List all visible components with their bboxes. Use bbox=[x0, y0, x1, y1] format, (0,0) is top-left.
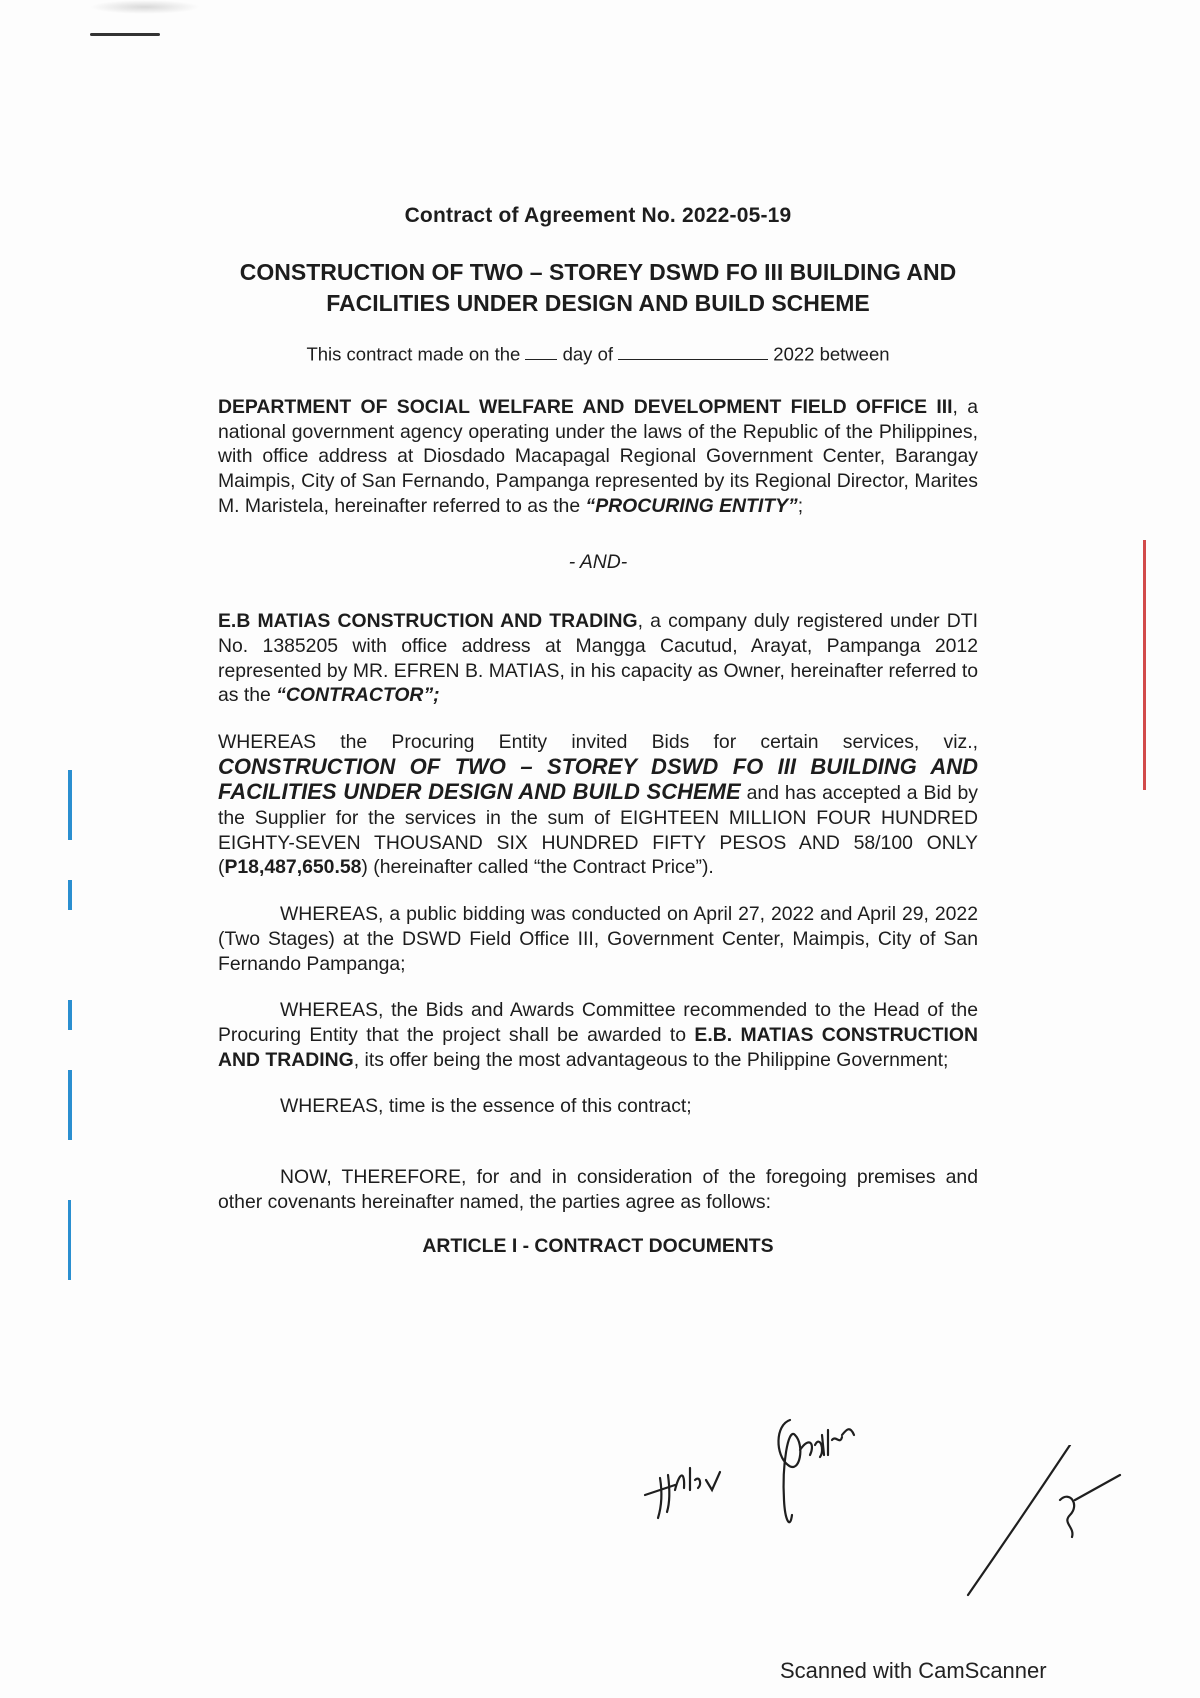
contract-price-amount: P18,487,650.58 bbox=[224, 856, 362, 879]
scan-edge-left-1 bbox=[68, 770, 72, 840]
month-blank bbox=[618, 341, 768, 361]
whereas-time-paragraph: WHEREAS, time is the essence of this contract; bbox=[280, 1095, 692, 1118]
camscanner-footer: Scanned with CamScanner bbox=[780, 1658, 1047, 1683]
whereas-bids-end: ) (hereinafter called “the Contract Price”). bbox=[361, 856, 714, 879]
and-separator: - AND- bbox=[568, 551, 628, 574]
signature-1 bbox=[640, 1430, 760, 1520]
scan-corner-mark bbox=[90, 33, 160, 36]
now-therefore-paragraph: NOW, THEREFORE, for and in consideration of the foregoing premises and other covenants hereinafter named, the parties agree as follows: bbox=[218, 1166, 978, 1213]
whereas-bac-end: , its offer being the most advantageous to the Philippine Government; bbox=[353, 1048, 949, 1071]
whereas-bids-paragraph bbox=[218, 730, 978, 880]
project-title bbox=[218, 257, 978, 319]
procuring-entity-description: , a national government agency operating under the laws of the Republic of the Philippines, with office address at Diosdado Macapagal Regional Government Center, Barangay Maimpis, City of San Fernando, Pampanga represented by its Regional Director, Marites M. Maristela, hereinafter referred to as the bbox=[218, 395, 978, 517]
date-line-part-1: This contract made on the bbox=[306, 343, 521, 365]
procuring-entity-label: “PROCURING ENTITY” bbox=[585, 494, 798, 517]
date-line-part-3: 2022 between bbox=[773, 343, 890, 365]
whereas-bids-text: and has accepted a Bid by the Supplier for the services in the sum of EIGHTEEN MILLION FOUR HUNDRED EIGHTY-SEVEN THOUSAND SIX HUNDRED FIFTY PESOS AND 58/100 ONLY ( bbox=[218, 782, 978, 879]
contractor-label: “CONTRACTOR”; bbox=[276, 684, 440, 707]
signature-2 bbox=[770, 1405, 890, 1535]
date-line-part-2: day of bbox=[562, 343, 614, 365]
whereas-bidding-paragraph: WHEREAS, a public bidding was conducted on April 27, 2022 and April 29, 2022 (Two Stages) at the DSWD Field Office III, Government Center, Maimpis, City of San Fernando Pampanga; bbox=[218, 903, 978, 975]
whereas-bids-intro: WHEREAS the Procuring Entity invited Bids for certain services, viz., bbox=[218, 730, 978, 753]
procuring-entity-end: ; bbox=[797, 494, 804, 517]
contractor-paragraph bbox=[218, 609, 978, 708]
scan-edge-left-2 bbox=[68, 880, 72, 910]
contractor-name: E.B MATIAS CONSTRUCTION AND TRADING bbox=[218, 610, 638, 633]
signature-3 bbox=[960, 1445, 1130, 1605]
agreement-number: Contract of Agreement No. 2022-05-19 bbox=[404, 204, 792, 227]
day-blank bbox=[525, 341, 557, 361]
project-title-line-1: CONSTRUCTION OF TWO – STOREY DSWD FO III BUILDING AND bbox=[239, 258, 957, 285]
whereas-bac-intro: WHEREAS, the Bids and Awards Committee recommended to the Head of the Procuring Entity that the project shall be awarded to bbox=[218, 999, 978, 1046]
scan-smudge bbox=[90, 0, 200, 14]
scan-edge-left-5 bbox=[68, 1200, 71, 1280]
procuring-entity-paragraph bbox=[218, 395, 978, 519]
scan-edge-right bbox=[1143, 540, 1146, 790]
whereas-bac-awardee: E.B. MATIAS CONSTRUCTION AND TRADING bbox=[218, 1023, 978, 1071]
scan-edge-left-3 bbox=[68, 1000, 72, 1030]
procuring-entity-name: DEPARTMENT OF SOCIAL WELFARE AND DEVELOPMENT FIELD OFFICE III bbox=[218, 395, 953, 418]
scan-edge-left-4 bbox=[68, 1070, 72, 1140]
contract-document bbox=[218, 190, 978, 1259]
project-title-line-2: FACILITIES UNDER DESIGN AND BUILD SCHEME bbox=[326, 289, 870, 316]
article-heading: ARTICLE I - CONTRACT DOCUMENTS bbox=[422, 1235, 774, 1258]
contractor-description: , a company duly registered under DTI No. 1385205 with office address at Mangga Cacutud, Arayat, Pampanga 2012 represented by MR. EFREN B. MATIAS, in his capacity as Owner, hereinafter referred to as the bbox=[218, 610, 978, 707]
contract-date-line bbox=[218, 341, 978, 367]
whereas-bids-project: CONSTRUCTION OF TWO – STOREY DSWD FO III BUILDING AND FACILITIES UNDER DESIGN AND BUILD SCHEME bbox=[218, 753, 978, 805]
whereas-bac-paragraph bbox=[218, 998, 978, 1072]
